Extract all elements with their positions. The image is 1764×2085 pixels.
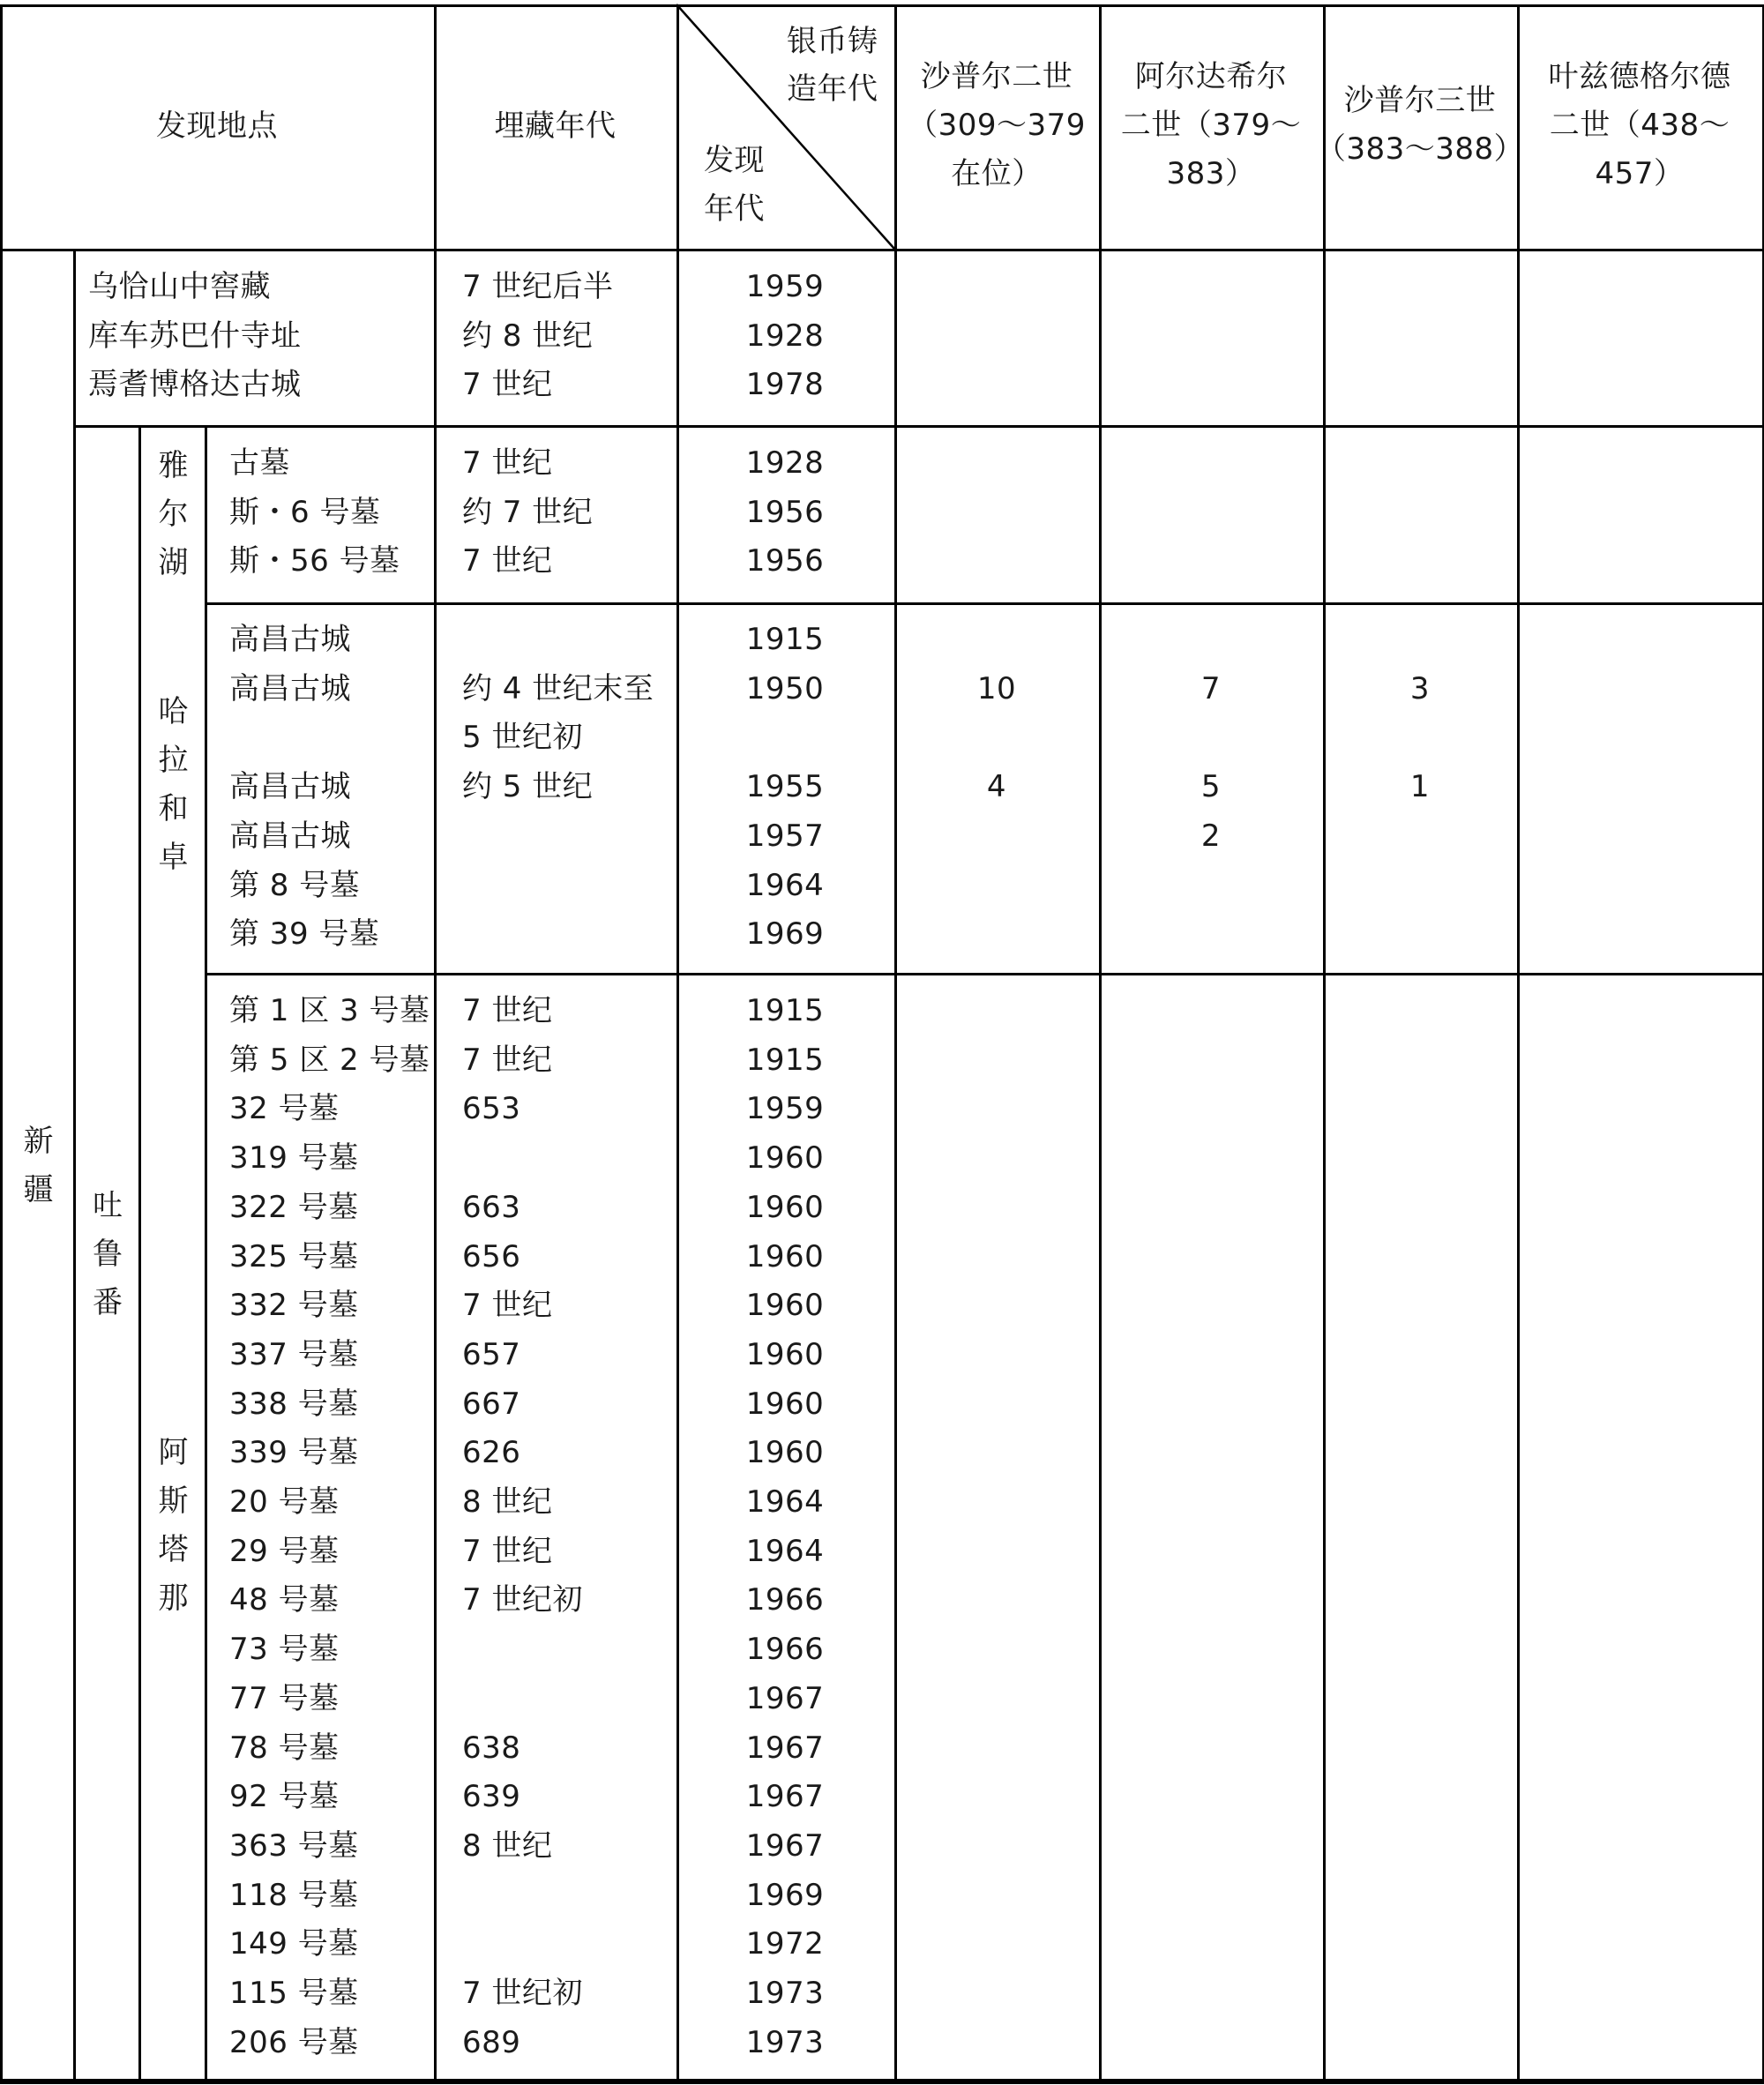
burial-age: 7 世纪 — [462, 367, 553, 403]
burial-age: 638 — [462, 1730, 521, 1766]
find-year: 1915 — [745, 622, 825, 657]
site-name: 乌恰山中窖藏 — [88, 269, 271, 304]
find-year: 1955 — [745, 769, 825, 805]
burial-age: 7 世纪 — [462, 445, 553, 481]
burial-age: 8 世纪 — [462, 1827, 553, 1864]
site-name: 古墓 — [229, 445, 290, 481]
site-name: 20 号墓 — [229, 1484, 340, 1520]
site-name: 319 号墓 — [229, 1140, 359, 1177]
site-name: 73 号墓 — [229, 1632, 340, 1668]
site-name: 363 号墓 — [229, 1827, 359, 1864]
header-find-year: 发现 — [704, 143, 765, 178]
find-year: 1973 — [745, 1976, 825, 2011]
header-burial-age: 埋藏年代 — [494, 108, 617, 144]
site-name: 78 号墓 — [229, 1730, 340, 1766]
find-year: 1967 — [745, 1680, 825, 1716]
site-name: 322 号墓 — [229, 1189, 359, 1225]
site-name: 339 号墓 — [229, 1435, 359, 1471]
header-king-4: 叶兹德格尔德 — [1548, 59, 1731, 94]
header-mint-year: 造年代 — [787, 71, 878, 107]
header-king-4: 二世（438～ — [1549, 108, 1730, 143]
group-turpan: 吐 — [93, 1188, 123, 1223]
burial-age: 7 世纪 — [462, 1288, 553, 1324]
site-name: 高昌古城 — [229, 670, 351, 706]
find-year: 1969 — [745, 1877, 825, 1913]
site-name: 32 号墓 — [229, 1091, 340, 1127]
header-king-1: （309～379 — [908, 108, 1086, 143]
find-year: 1956 — [745, 543, 825, 579]
site-name: 第 1 区 3 号墓 — [229, 993, 430, 1028]
site-name: 115 号墓 — [229, 1976, 359, 2011]
site-name: 29 号墓 — [229, 1533, 340, 1569]
site-name: 325 号墓 — [229, 1238, 359, 1274]
find-year: 1967 — [745, 1779, 825, 1815]
site-name: 92 号墓 — [229, 1779, 340, 1815]
group-karakhoja: 卓 — [158, 840, 189, 875]
header-king-2: 二世（379～ — [1120, 108, 1302, 143]
find-year: 1967 — [745, 1730, 825, 1766]
find-year: 1964 — [745, 867, 825, 903]
find-year: 1915 — [745, 1042, 825, 1078]
coin-count-shapur-iii: 1 — [1409, 769, 1431, 805]
header-king-2: 阿尔达希尔 — [1134, 59, 1288, 94]
burial-age: 约 4 世纪末至 — [462, 670, 654, 706]
find-year: 1966 — [745, 1582, 825, 1618]
burial-age: 8 世纪 — [462, 1484, 553, 1520]
header-mint-year: 银币铸 — [787, 24, 878, 59]
find-year: 1957 — [745, 818, 825, 854]
group-turpan: 番 — [93, 1285, 123, 1320]
find-year: 1960 — [745, 1435, 825, 1471]
site-name: 高昌古城 — [229, 622, 351, 657]
group-yarhu: 湖 — [158, 545, 189, 580]
find-year: 1960 — [745, 1238, 825, 1274]
coin-count-ardashir-ii: 5 — [1200, 769, 1222, 805]
group-yarhu: 尔 — [158, 497, 189, 532]
site-name: 焉耆博格达古城 — [88, 367, 302, 403]
find-year: 1928 — [745, 318, 825, 354]
header-king-1: 在位） — [951, 156, 1043, 191]
find-year: 1969 — [745, 916, 825, 953]
find-year: 1959 — [745, 1091, 825, 1127]
burial-age: 657 — [462, 1336, 521, 1372]
site-name: 206 号墓 — [229, 2024, 359, 2060]
group-astana: 阿 — [158, 1435, 189, 1470]
burial-age: 约 7 世纪 — [462, 494, 594, 530]
find-year: 1960 — [745, 1140, 825, 1177]
burial-age: 约 5 世纪 — [462, 769, 594, 805]
site-name: 332 号墓 — [229, 1288, 359, 1324]
site-name: 338 号墓 — [229, 1386, 359, 1422]
find-year: 1966 — [745, 1632, 825, 1668]
group-karakhoja: 和 — [158, 791, 189, 826]
site-name: 118 号墓 — [229, 1877, 359, 1913]
burial-age: 7 世纪 — [462, 1042, 553, 1078]
burial-age: 626 — [462, 1435, 521, 1471]
burial-age: 7 世纪 — [462, 993, 553, 1028]
site-name: 337 号墓 — [229, 1336, 359, 1372]
header-location: 发现地点 — [156, 108, 278, 144]
burial-age: 7 世纪初 — [462, 1582, 583, 1618]
group-yarhu: 雅 — [158, 448, 189, 483]
site-name: 斯・56 号墓 — [229, 543, 400, 579]
find-year: 1972 — [745, 1926, 825, 1962]
find-year: 1973 — [745, 2024, 825, 2060]
burial-age: 7 世纪后半 — [462, 269, 614, 304]
group-astana: 那 — [158, 1581, 189, 1616]
find-year: 1960 — [745, 1288, 825, 1324]
group-karakhoja: 拉 — [158, 743, 189, 778]
site-name: 第 5 区 2 号墓 — [229, 1042, 430, 1078]
site-name: 第 8 号墓 — [229, 867, 361, 903]
site-name: 48 号墓 — [229, 1582, 340, 1618]
find-year: 1964 — [745, 1484, 825, 1520]
group-xinjiang: 新 — [23, 1124, 54, 1159]
burial-age: 约 8 世纪 — [462, 318, 594, 354]
find-year: 1959 — [745, 269, 825, 304]
site-name: 斯・6 号墓 — [229, 494, 381, 530]
burial-age: 653 — [462, 1091, 521, 1127]
coin-count-shapur-ii: 10 — [976, 670, 1017, 706]
find-year: 1928 — [745, 445, 825, 481]
header-king-3: （383～388） — [1315, 131, 1525, 167]
header-find-year: 年代 — [704, 191, 765, 227]
site-name: 149 号墓 — [229, 1926, 359, 1962]
site-name: 第 39 号墓 — [229, 916, 380, 953]
site-name: 高昌古城 — [229, 818, 351, 854]
header-king-4: 457） — [1595, 156, 1685, 191]
burial-age: 689 — [462, 2024, 521, 2060]
find-year: 1960 — [745, 1336, 825, 1372]
burial-age: 663 — [462, 1189, 521, 1225]
coin-count-shapur-ii: 4 — [986, 769, 1007, 805]
find-year: 1956 — [745, 494, 825, 530]
find-year: 1915 — [745, 993, 825, 1028]
group-astana: 斯 — [158, 1483, 189, 1519]
site-name: 77 号墓 — [229, 1680, 340, 1716]
burial-age: 5 世纪初 — [462, 720, 583, 756]
burial-age: 7 世纪 — [462, 1533, 553, 1569]
burial-age: 667 — [462, 1386, 521, 1422]
header-king-1: 沙普尔二世 — [920, 59, 1073, 94]
coin-count-ardashir-ii: 2 — [1200, 818, 1222, 854]
find-year: 1964 — [745, 1533, 825, 1569]
find-year: 1967 — [745, 1827, 825, 1864]
find-year: 1950 — [745, 670, 825, 706]
header-king-3: 沙普尔三世 — [1343, 83, 1497, 118]
find-year: 1978 — [745, 367, 825, 403]
burial-age: 656 — [462, 1238, 521, 1274]
coin-count-ardashir-ii: 7 — [1200, 670, 1222, 706]
group-astana: 塔 — [158, 1532, 189, 1567]
burial-age: 7 世纪 — [462, 543, 553, 579]
group-turpan: 鲁 — [93, 1237, 123, 1272]
burial-age: 639 — [462, 1779, 521, 1815]
site-name: 高昌古城 — [229, 769, 351, 805]
find-year: 1960 — [745, 1386, 825, 1422]
find-year: 1960 — [745, 1189, 825, 1225]
site-name: 库车苏巴什寺址 — [88, 318, 302, 354]
header-king-2: 383） — [1166, 156, 1256, 191]
coin-count-shapur-iii: 3 — [1409, 670, 1431, 706]
group-karakhoja: 哈 — [158, 694, 189, 729]
burial-age: 7 世纪初 — [462, 1976, 583, 2011]
group-xinjiang: 疆 — [23, 1172, 54, 1207]
